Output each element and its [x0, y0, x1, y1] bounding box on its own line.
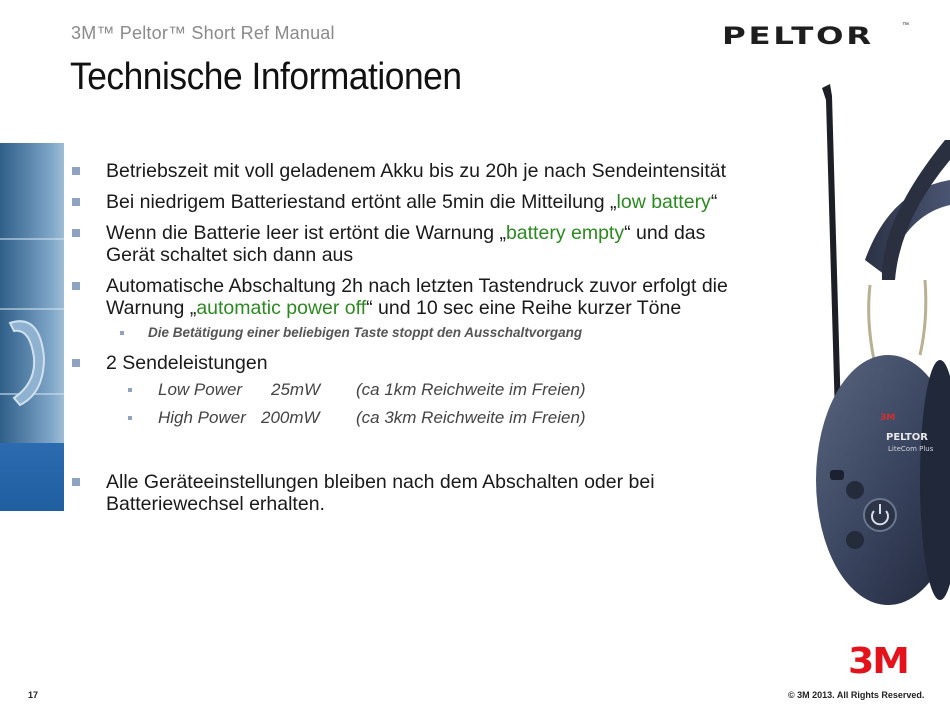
bullet-square-icon [72, 167, 80, 175]
device-jack [830, 470, 844, 480]
highlight-text: battery empty [505, 222, 625, 244]
bullet-list [72, 160, 752, 515]
sub-bullet-icon [128, 388, 132, 392]
header-subtitle: 3M™ Peltor™ Short Ref Manual [71, 23, 335, 43]
bullet-item [72, 222, 752, 266]
power-range: (ca 1km Reichweite im Freien) [356, 380, 586, 399]
highlight-text: automatic power off [196, 297, 367, 319]
sub-bullet-icon [128, 416, 132, 420]
peltor-logo-tm: ™ [902, 22, 909, 29]
power-row [72, 379, 752, 401]
device-button [846, 481, 864, 499]
bullet-text: Betriebszeit mit voll geladenem Akku bis zu 20h je nach Sendeintensität [106, 160, 727, 182]
power-name: High Power [158, 408, 246, 427]
headset-photo [770, 70, 950, 630]
sub-bullet-text: Die Betätigung einer beliebigen Taste stoppt den Ausschaltvorgang [148, 325, 583, 340]
headband-upper [882, 140, 950, 280]
peltor-logo-text: PELTOR [722, 22, 874, 50]
bullet-item [72, 471, 752, 515]
power-value: 200mW [261, 408, 320, 427]
sub-bullet-item [72, 323, 752, 343]
bullet-text: Wenn die Batterie leer ist ertönt die Warnung „ [106, 222, 506, 244]
sub-bullet-icon [120, 331, 124, 335]
bullet-item [72, 160, 752, 182]
bullet-text: Alle Geräteeinstellungen bleiben nach dem Abschalten oder bei Batteriewechsel erhalten. [106, 471, 655, 515]
device-3m-label: 3M [880, 413, 896, 423]
bullet-text: “ [710, 191, 718, 213]
bullet-item [72, 352, 752, 374]
page-number: 17 [28, 690, 39, 700]
page-title: Technische Informationen [70, 56, 462, 98]
bullet-text: 2 Sendeleistungen [106, 352, 268, 374]
power-range: (ca 3km Reichweite im Freien) [356, 408, 586, 427]
3m-logo: 3M [848, 641, 908, 682]
bullet-text: “ und 10 sec eine Reihe kurzer Töne [366, 297, 682, 319]
bullet-text: Bei niedrigem Batteriestand ertönt alle 5min die Mitteilung „ [106, 191, 617, 213]
device-button [846, 531, 864, 549]
headband-wire [869, 285, 874, 360]
bullet-item [72, 191, 752, 213]
power-name: Low Power [158, 380, 243, 399]
bullet-square-icon [72, 229, 80, 237]
power-value: 25mW [271, 380, 321, 399]
bullet-square-icon [72, 359, 80, 367]
bullet-square-icon [72, 198, 80, 206]
copyright-text: © 3M 2013. All Rights Reserved. [788, 690, 925, 700]
bullet-square-icon [72, 282, 80, 290]
bullet-square-icon [72, 478, 80, 486]
bullet-item [72, 275, 752, 319]
device-model-label: LiteCom Plus [888, 445, 934, 453]
bullet-text: “ und das Gerät schaltet sich dann aus [106, 222, 706, 266]
highlight-text: low battery [616, 191, 711, 213]
photo-blue-band [0, 443, 64, 511]
power-button [864, 499, 896, 531]
left-side-photo [0, 143, 64, 511]
peltor-logo [722, 22, 912, 48]
headband-wire [920, 280, 926, 355]
photo-clip-shape [0, 143, 64, 443]
power-row [72, 407, 752, 429]
device-peltor-label: PELTOR [886, 432, 928, 443]
bullet-text: Automatische Abschaltung 2h nach letzten Tastendruck zuvor erfolgt die Warnung „ [106, 275, 728, 319]
